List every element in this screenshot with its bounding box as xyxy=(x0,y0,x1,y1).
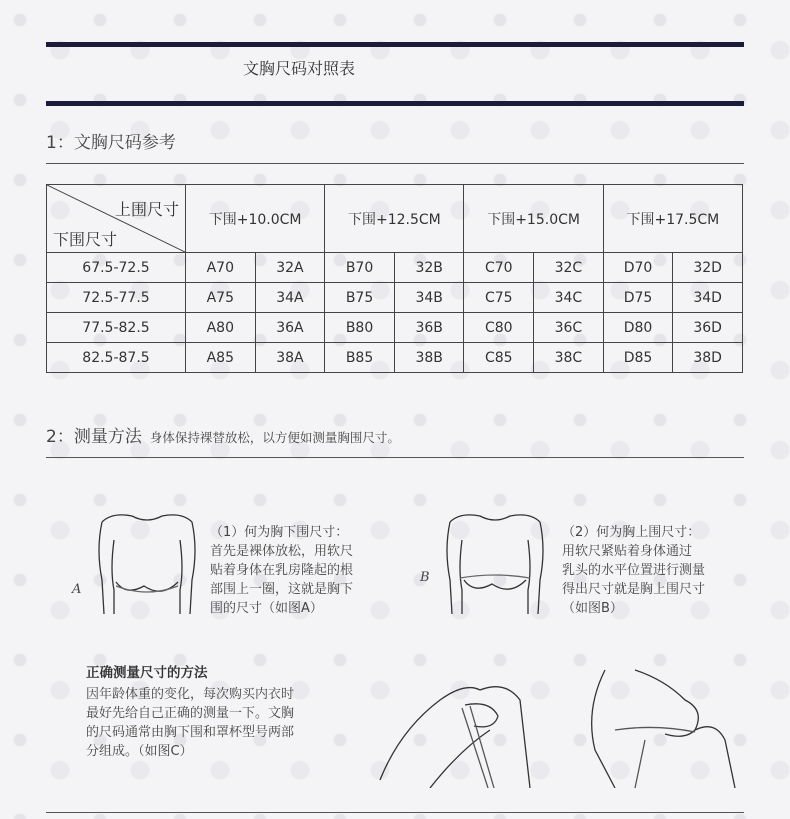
range-cell: 82.5-87.5 xyxy=(47,343,186,373)
corner-top-label: 上围尺寸 xyxy=(114,200,179,219)
size-cell: C70 xyxy=(464,253,534,283)
group-header: 下围+15.0CM xyxy=(464,185,603,253)
size-cell: 32A xyxy=(255,253,325,283)
size-cell: 34D xyxy=(673,283,743,313)
size-cell: B70 xyxy=(325,253,395,283)
table-row xyxy=(47,343,743,373)
figure-b-line: （2）何为胸上围尺寸： xyxy=(562,525,701,540)
figure-a-line: 首先是裸体放松，用软尺 xyxy=(210,544,354,559)
title-bottom-heavy-rule xyxy=(46,101,744,106)
figure-c-line: 分组成。（如图C） xyxy=(86,744,193,759)
size-cell: B80 xyxy=(325,313,395,343)
size-cell: B85 xyxy=(325,343,395,373)
section1-rule xyxy=(46,163,744,164)
figure-a-line: （1）何为胸下围尺寸： xyxy=(210,525,349,540)
section2-heading xyxy=(46,422,400,447)
table-row xyxy=(47,313,743,343)
group-header: 下围+10.0CM xyxy=(186,185,325,253)
range-cell: 72.5-77.5 xyxy=(47,283,186,313)
figure-b-line: 乳头的水平位置进行测量 xyxy=(562,563,706,578)
figure-b-line: 用软尺紧贴着身体通过 xyxy=(562,544,693,559)
size-cell: 38B xyxy=(394,343,464,373)
figure-b-text xyxy=(562,523,705,618)
size-cell: D75 xyxy=(603,283,673,313)
size-table xyxy=(46,184,743,373)
size-cell: C75 xyxy=(464,283,534,313)
section2-rule xyxy=(46,457,744,458)
corner-cell xyxy=(47,185,186,253)
figure-c-measuring-illustration-left xyxy=(370,660,550,788)
section2-note: 身体保持裸替放松，以方便如测量胸围尺寸。 xyxy=(149,430,400,445)
size-cell: D80 xyxy=(603,313,673,343)
size-cell: C80 xyxy=(464,313,534,343)
size-cell: D70 xyxy=(603,253,673,283)
table-row xyxy=(47,253,743,283)
top-heavy-rule xyxy=(46,42,744,47)
figure-a-line: 贴着身体在乳房隆起的根 xyxy=(210,563,354,578)
figure-c-measuring-illustration-right xyxy=(575,660,745,788)
size-cell: 34B xyxy=(394,283,464,313)
figure-b-letter: B xyxy=(420,570,430,585)
size-cell: 38C xyxy=(534,343,604,373)
figure-c-text xyxy=(86,664,294,761)
figure-b-line: 得出尺寸就是胸上围尺寸 xyxy=(562,582,706,597)
section2-title: 2：测量方法 xyxy=(46,427,142,447)
size-cell: 32D xyxy=(673,253,743,283)
size-cell: A85 xyxy=(186,343,256,373)
group-header: 下围+17.5CM xyxy=(603,185,742,253)
group-header: 下围+12.5CM xyxy=(325,185,464,253)
size-cell: A75 xyxy=(186,283,256,313)
size-cell: D85 xyxy=(603,343,673,373)
size-cell: 36D xyxy=(673,313,743,343)
range-cell: 77.5-82.5 xyxy=(47,313,186,343)
size-cell: C85 xyxy=(464,343,534,373)
figure-a-text xyxy=(210,523,353,618)
figure-b-line: （如图B） xyxy=(562,601,623,616)
size-cell: B75 xyxy=(325,283,395,313)
corner-bottom-label: 下围尺寸 xyxy=(53,230,118,249)
size-cell: 34C xyxy=(534,283,604,313)
figure-a-torso-illustration xyxy=(92,510,202,615)
figure-a-letter: A xyxy=(72,582,82,597)
size-cell: A70 xyxy=(186,253,256,283)
page-title: 文胸尺码对照表 xyxy=(243,59,356,78)
table-row xyxy=(47,283,743,313)
size-cell: 36C xyxy=(534,313,604,343)
figure-a-line: 部围上一圈，这就是胸下 xyxy=(210,582,354,597)
size-cell: 38D xyxy=(673,343,743,373)
figure-c-line: 最好先给自己正确的测量一下。文胸 xyxy=(86,706,295,721)
table-header-row xyxy=(47,185,743,253)
figure-b-torso-illustration xyxy=(440,510,550,615)
range-cell: 67.5-72.5 xyxy=(47,253,186,283)
size-cell: 36B xyxy=(394,313,464,343)
bottom-rule xyxy=(46,812,744,813)
figure-c-title: 正确测量尺寸的方法 xyxy=(86,665,208,681)
size-cell: 32B xyxy=(394,253,464,283)
size-cell: A80 xyxy=(186,313,256,343)
figure-c-line: 因年龄体重的变化，每次购买内衣时 xyxy=(86,687,295,702)
section1-title: 1：文胸尺码参考 xyxy=(46,133,176,153)
size-cell: 36A xyxy=(255,313,325,343)
size-cell: 38A xyxy=(255,343,325,373)
size-cell: 32C xyxy=(534,253,604,283)
figure-a-line: 围的尺寸（如图A） xyxy=(210,601,323,616)
size-cell: 34A xyxy=(255,283,325,313)
figure-c-line: 的尺码通常由胸下围和罩杯型号两部 xyxy=(86,725,295,740)
